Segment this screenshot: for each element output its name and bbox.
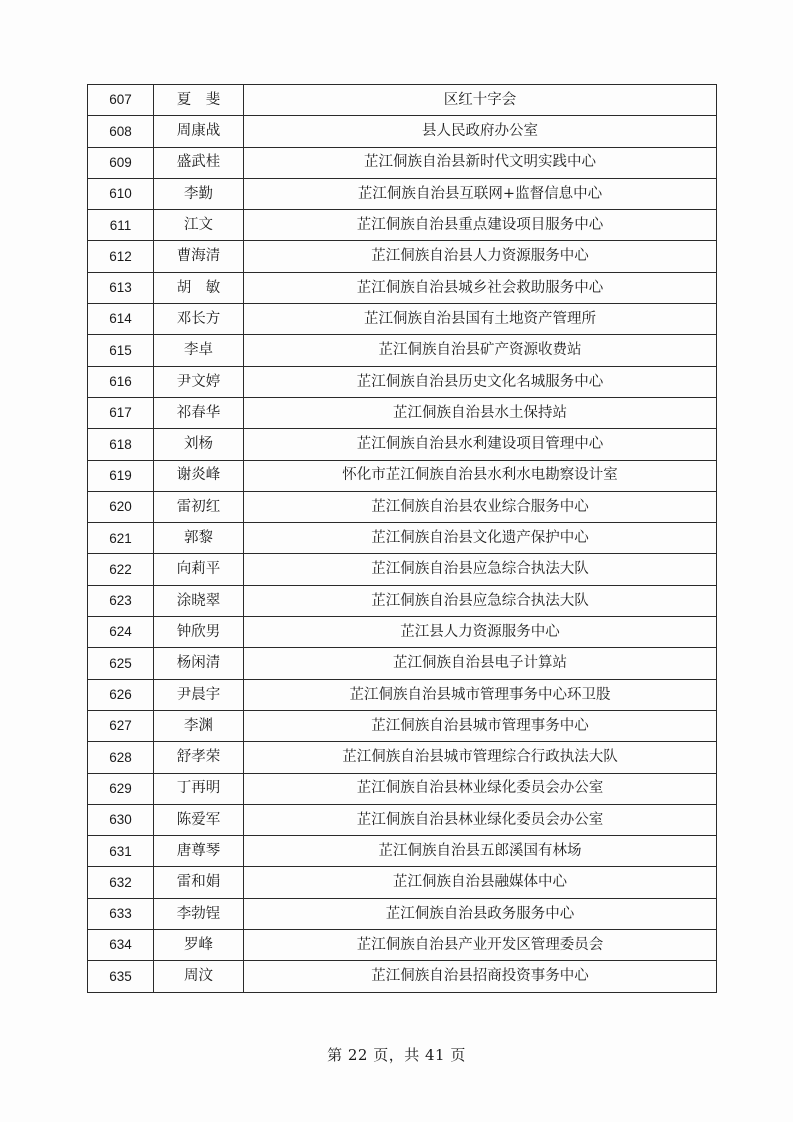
table-row (88, 397, 717, 428)
table-row (88, 210, 717, 241)
work-unit: 怀化市芷江侗族自治县水利水电勘察设计室 (244, 460, 717, 491)
work-unit: 芷江侗族自治县电子计算站 (244, 648, 717, 679)
work-unit: 芷江侗族自治县五郎溪国有林场 (244, 836, 717, 867)
row-number: 622 (88, 554, 154, 585)
table-row (88, 930, 717, 961)
row-number: 634 (88, 930, 154, 961)
row-number: 610 (88, 178, 154, 209)
table-row (88, 836, 717, 867)
person-name: 李勤 (154, 178, 244, 209)
person-name: 曹海清 (154, 241, 244, 272)
row-number: 619 (88, 460, 154, 491)
row-number: 629 (88, 773, 154, 804)
table-row (88, 241, 717, 272)
table-row (88, 523, 717, 554)
page-footer (0, 1044, 793, 1065)
person-name: 夏 斐 (154, 85, 244, 116)
person-name: 谢炎峰 (154, 460, 244, 491)
person-name: 雷和娟 (154, 867, 244, 898)
work-unit: 芷江侗族自治县文化遗产保护中心 (244, 523, 717, 554)
table-row (88, 961, 717, 992)
work-unit: 芷江侗族自治县产业开发区管理委员会 (244, 930, 717, 961)
person-name: 邓长方 (154, 304, 244, 335)
person-name: 舒孝荣 (154, 742, 244, 773)
table-row (88, 178, 717, 209)
work-unit: 芷江侗族自治县林业绿化委员会办公室 (244, 773, 717, 804)
person-name: 刘杨 (154, 429, 244, 460)
table-row (88, 116, 717, 147)
person-name: 陈爱军 (154, 804, 244, 835)
page-number-text: 第 22 页，共 41 页 (327, 1046, 466, 1064)
work-unit: 县人民政府办公室 (244, 116, 717, 147)
work-unit: 芷江侗族自治县矿产资源收费站 (244, 335, 717, 366)
table-row (88, 585, 717, 616)
person-name: 盛武桂 (154, 147, 244, 178)
row-number: 616 (88, 366, 154, 397)
row-number: 614 (88, 304, 154, 335)
work-unit: 芷江侗族自治县城乡社会救助服务中心 (244, 272, 717, 303)
row-number: 618 (88, 429, 154, 460)
table-row (88, 366, 717, 397)
work-unit: 芷江侗族自治县水利建设项目管理中心 (244, 429, 717, 460)
table-row (88, 460, 717, 491)
row-number: 613 (88, 272, 154, 303)
work-unit: 芷江侗族自治县新时代文明实践中心 (244, 147, 717, 178)
row-number: 608 (88, 116, 154, 147)
row-number: 615 (88, 335, 154, 366)
person-name: 江文 (154, 210, 244, 241)
work-unit: 芷江侗族自治县城市管理事务中心 (244, 710, 717, 741)
table-row (88, 867, 717, 898)
table-row (88, 679, 717, 710)
person-name: 丁再明 (154, 773, 244, 804)
row-number: 630 (88, 804, 154, 835)
table-row (88, 85, 717, 116)
person-name: 李渊 (154, 710, 244, 741)
person-name: 尹文婷 (154, 366, 244, 397)
row-number: 607 (88, 85, 154, 116)
person-name: 涂晓翠 (154, 585, 244, 616)
row-number: 617 (88, 397, 154, 428)
table-row (88, 898, 717, 929)
person-name: 李勃锃 (154, 898, 244, 929)
work-unit: 芷江侗族自治县城市管理综合行政执法大队 (244, 742, 717, 773)
table-row (88, 147, 717, 178)
person-name: 向莉平 (154, 554, 244, 585)
row-number: 621 (88, 523, 154, 554)
person-name: 罗峰 (154, 930, 244, 961)
work-unit: 芷江侗族自治县农业综合服务中心 (244, 491, 717, 522)
person-name: 胡 敏 (154, 272, 244, 303)
work-unit: 芷江侗族自治县人力资源服务中心 (244, 241, 717, 272)
table-row (88, 804, 717, 835)
work-unit: 芷江侗族自治县融媒体中心 (244, 867, 717, 898)
person-name: 李卓 (154, 335, 244, 366)
table-row (88, 429, 717, 460)
row-number: 625 (88, 648, 154, 679)
row-number: 627 (88, 710, 154, 741)
roster-table (87, 84, 717, 993)
work-unit: 芷江侗族自治县林业绿化委员会办公室 (244, 804, 717, 835)
work-unit: 区红十字会 (244, 85, 717, 116)
row-number: 611 (88, 210, 154, 241)
row-number: 633 (88, 898, 154, 929)
person-name: 尹晨宇 (154, 679, 244, 710)
row-number: 623 (88, 585, 154, 616)
row-number: 632 (88, 867, 154, 898)
work-unit: 芷江侗族自治县国有土地资产管理所 (244, 304, 717, 335)
person-name: 周康战 (154, 116, 244, 147)
table-row (88, 742, 717, 773)
table-row (88, 272, 717, 303)
work-unit: 芷江侗族自治县重点建设项目服务中心 (244, 210, 717, 241)
row-number: 609 (88, 147, 154, 178)
work-unit: 芷江侗族自治县应急综合执法大队 (244, 585, 717, 616)
table-row (88, 648, 717, 679)
work-unit: 芷江侗族自治县历史文化名城服务中心 (244, 366, 717, 397)
work-unit: 芷江侗族自治县政务服务中心 (244, 898, 717, 929)
work-unit: 芷江侗族自治县互联网+监督信息中心 (244, 178, 717, 209)
person-name: 郭黎 (154, 523, 244, 554)
work-unit: 芷江侗族自治县招商投资事务中心 (244, 961, 717, 992)
roster-table-body (88, 85, 717, 993)
person-name: 杨闲清 (154, 648, 244, 679)
row-number: 626 (88, 679, 154, 710)
row-number: 620 (88, 491, 154, 522)
work-unit: 芷江侗族自治县水土保持站 (244, 397, 717, 428)
person-name: 祁春华 (154, 397, 244, 428)
person-name: 雷初红 (154, 491, 244, 522)
work-unit: 芷江侗族自治县城市管理事务中心环卫股 (244, 679, 717, 710)
table-row (88, 710, 717, 741)
table-row (88, 491, 717, 522)
person-name: 钟欣男 (154, 617, 244, 648)
table-row (88, 617, 717, 648)
work-unit: 芷江侗族自治县应急综合执法大队 (244, 554, 717, 585)
table-row (88, 773, 717, 804)
work-unit: 芷江县人力资源服务中心 (244, 617, 717, 648)
row-number: 628 (88, 742, 154, 773)
person-name: 唐尊琴 (154, 836, 244, 867)
row-number: 631 (88, 836, 154, 867)
table-row (88, 304, 717, 335)
table-row (88, 554, 717, 585)
row-number: 624 (88, 617, 154, 648)
row-number: 635 (88, 961, 154, 992)
row-number: 612 (88, 241, 154, 272)
table-row (88, 335, 717, 366)
person-name: 周汶 (154, 961, 244, 992)
